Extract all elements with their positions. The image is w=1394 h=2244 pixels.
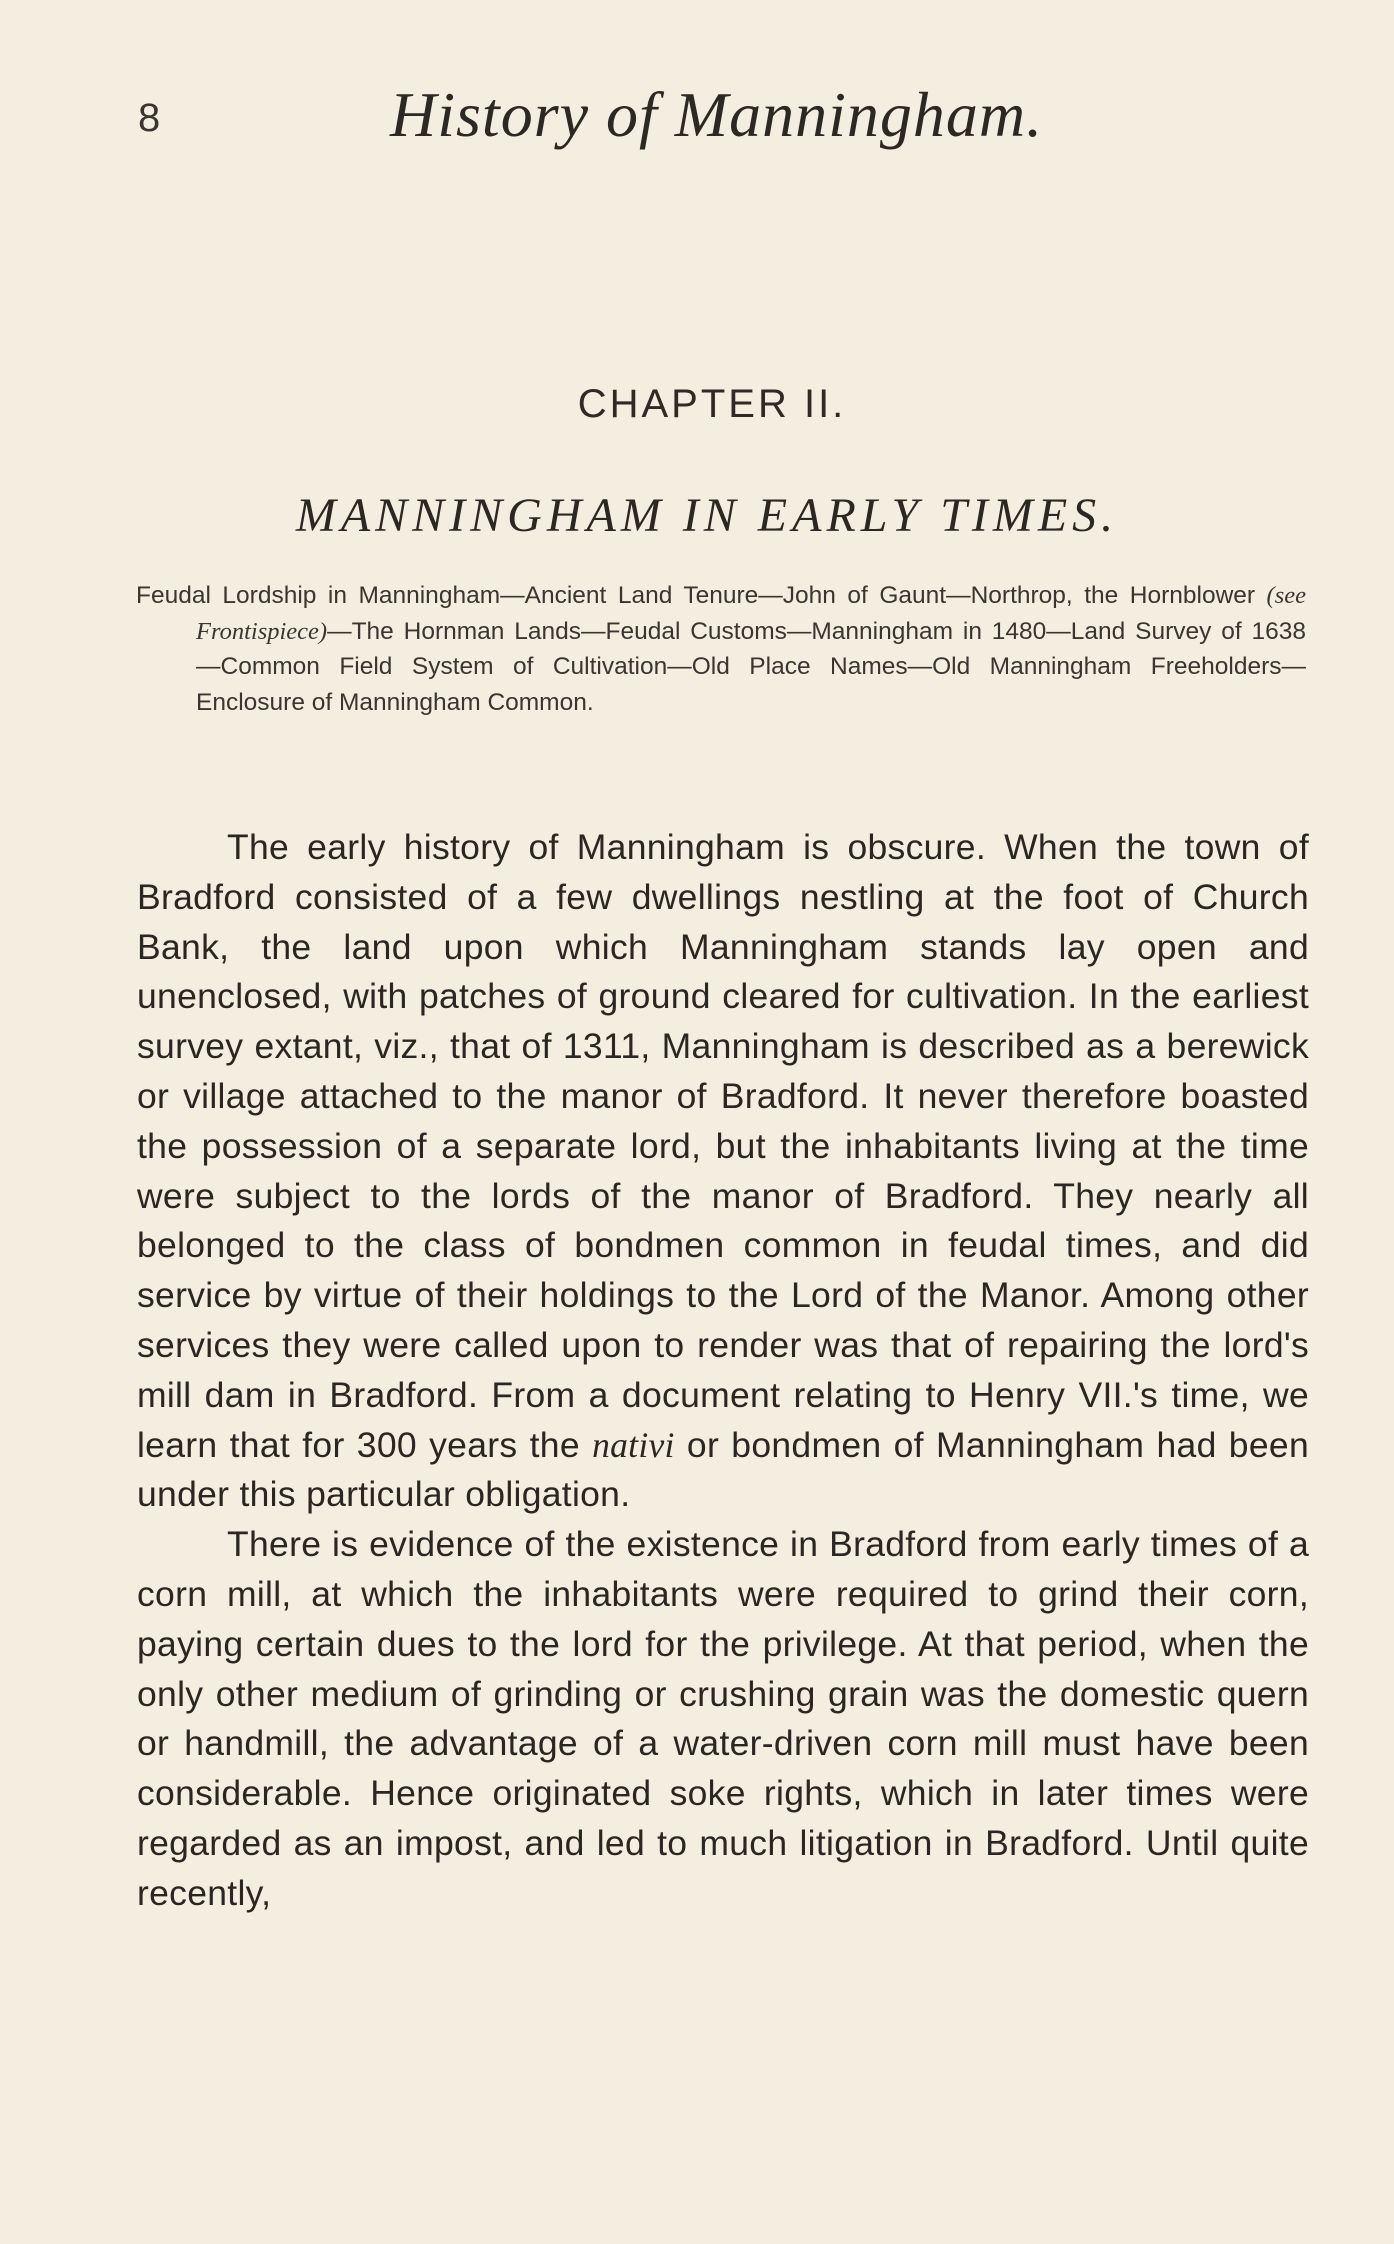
paragraph-1 [137,823,1309,1520]
paragraph-1-italic: nativi [592,1424,675,1465]
chapter-number: CHAPTER II. [577,382,847,426]
synopsis-text-1: Feudal Lordship in Manningham—Ancient Land Tenure—John of Gaunt—Northrop, the Hornblower [136,582,1267,609]
synopsis-text-2: —The Hornman Lands—Feudal Customs—Manningham in 1480—Land Survey of 1638—Common Field System of Cultivation—Old Place Names—Old Manningham Freeholders—Enclosure of Manningham Common. [196,617,1306,716]
chapter-synopsis [136,578,1306,720]
synopsis-italic: (see Frontispiece) [196,582,1306,645]
running-title: History of Manningham. [390,79,1044,150]
paragraph-1-text-a: The early history of Manningham is obscure. When the town of Bradford consisted of a few dwellings nestling at the foot of Church Bank, the land upon which Manningham stands lay open and unenclosed, with patches of ground cleared for cultivation. In the earliest survey extant, viz., that of 1311, Manningham is described as a berewick or village attached to the manor of Bradford. It never therefore boasted the possession of a separate lord, but the inhabitants living at the time were subject to the lords of the manor of Bradford. They nearly all belonged to the class of bondmen common in feudal times, and did service by virtue of their holdings to the Lord of the Manor. Among other services they were called upon to render was that of repairing the lord's mill dam in Bradford. From a document relating to Henry VII.'s time, we learn that for 300 years the [137,827,1309,1465]
body-text [137,823,1309,1919]
page-number: 8 [138,96,161,140]
chapter-title: MANNINGHAM IN EARLY TIMES. [295,489,1119,542]
paragraph-1-text-b: or bondmen of Manningham had been under this particular obligation. [137,1424,1309,1515]
paragraph-2: There is evidence of the existence in Bradford from early times of a corn mill, at which the inhabitants were required to grind their corn, paying certain dues to the lord for the privilege. At that period, when the only other medium of grinding or crushing grain was the domestic quern or handmill, the advantage of a water-driven corn mill must have been considerable. Hence originated soke rights, which in later times were regarded as an impost, and led to much litigation in Bradford. Until quite recently, [137,1524,1309,1913]
